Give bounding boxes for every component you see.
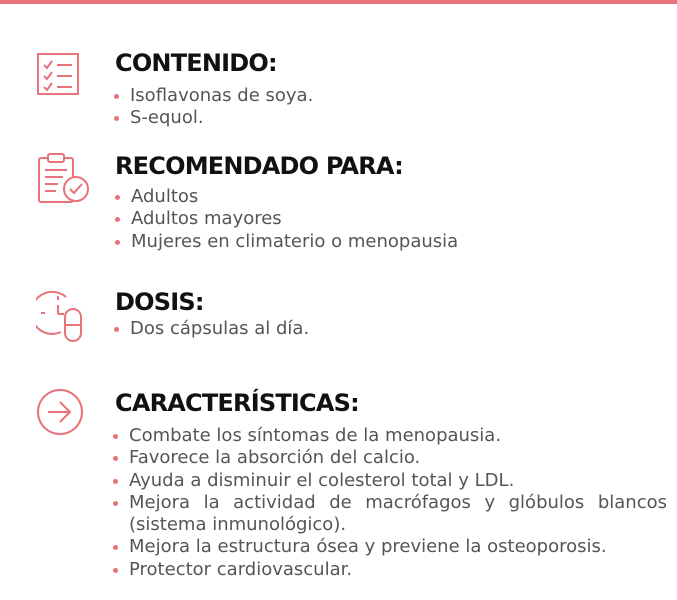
list-item: Ayuda a disminuir el colesterol total y LDL. [113, 470, 667, 492]
list-item: Combate los síntomas de la menopausia. [113, 425, 667, 447]
list-item: S-equol. [114, 107, 313, 129]
section-title: CARACTERÍSTICAS: [115, 389, 359, 417]
item-list [114, 318, 309, 340]
list-item: Adultos mayores [115, 208, 458, 230]
list-item: Isoflavonas de soya. [114, 85, 313, 107]
list-item: Mujeres en climaterio o menopausia [115, 231, 458, 253]
clock-pill-icon [36, 289, 88, 345]
item-list [113, 425, 667, 581]
list-item: Mejora la actividad de macrófagos y glóbulos blancos (sistema inmunológico). [113, 492, 667, 537]
section-title: RECOMENDADO PARA: [115, 152, 403, 180]
top-accent-bar [0, 0, 677, 4]
list-item: Protector cardiovascular. [113, 559, 667, 581]
list-item: Favorece la absorción del calcio. [113, 447, 667, 469]
item-list [115, 186, 458, 253]
list-item: Dos cápsulas al día. [114, 318, 309, 340]
item-list [114, 85, 313, 130]
arrow-circle-icon [36, 388, 84, 436]
clipboard-check-icon [36, 152, 92, 206]
checklist-icon [36, 52, 80, 96]
list-item: Adultos [115, 186, 458, 208]
list-item: Mejora la estructura ósea y previene la osteoporosis. [113, 536, 667, 558]
section-title: CONTENIDO: [115, 49, 277, 77]
section-title: DOSIS: [115, 288, 204, 316]
